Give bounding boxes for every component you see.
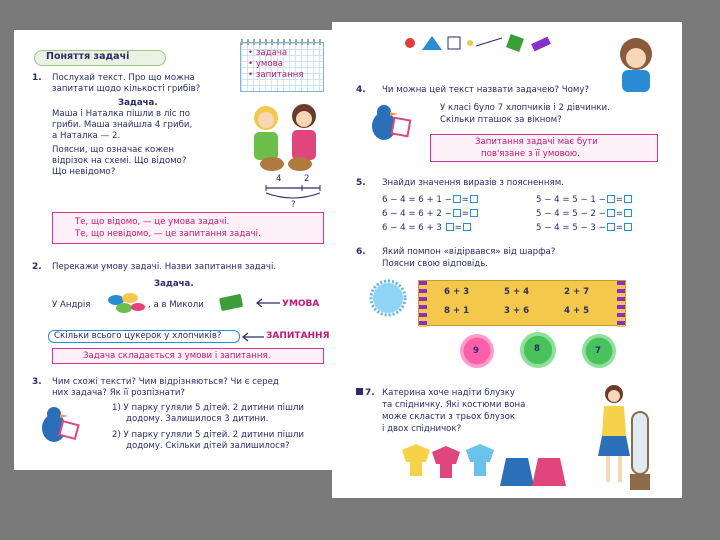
scarf-expression: 3 + 6 <box>504 306 530 316</box>
answer-box[interactable] <box>624 223 632 231</box>
girls-with-baskets-illustration <box>244 96 328 178</box>
expression-row: 6 − 4 = 6 + 3 = <box>382 223 472 234</box>
answer-box[interactable] <box>446 223 454 231</box>
scheme-label-known-1: 4 <box>276 174 282 184</box>
teacher-illustration <box>608 32 664 92</box>
condition-label: УМОВА <box>282 299 320 309</box>
ex3-line: Чим схожі тексти? Чим відрізняються? Чи є серед <box>52 377 279 387</box>
answer-box[interactable] <box>607 223 615 231</box>
ex2-condition-part: У Андрія <box>52 300 91 310</box>
ex2-condition-part: , а в Миколи <box>148 300 204 310</box>
exercise-number: 2. <box>32 262 42 272</box>
expression-row: 5 − 4 = 5 − 2 − = <box>536 209 633 220</box>
ex5-line: Знайди значення виразів з поясненням. <box>382 178 564 188</box>
expression-row: 6 − 4 = 6 + 1 − = <box>382 195 479 206</box>
rule-box-known-unknown <box>52 212 324 244</box>
right-page <box>332 22 682 498</box>
pompon-number: 8 <box>534 344 540 354</box>
answer-box[interactable] <box>470 209 478 217</box>
ex3-text-1: 1) У парку гуляли 5 дітей. 2 дитини пішли <box>112 403 305 413</box>
girl-at-mirror-illustration <box>594 382 650 494</box>
scheme-label-known-2: 2 <box>304 174 310 184</box>
ex4-line: Чи можна цей текст назвати задачею? Чому? <box>382 85 590 95</box>
candy-box-picture <box>218 292 246 312</box>
note-item: • умова <box>248 59 283 69</box>
blouses-and-skirts-illustration <box>396 442 570 494</box>
rule-box-question-link <box>430 134 658 162</box>
exercise-number: 6. <box>356 247 366 257</box>
exercise-number: 4. <box>356 85 366 95</box>
arrow-to-question-icon <box>240 332 266 342</box>
ex2-task-heading: Задача. <box>154 279 194 289</box>
ex7-line: Катерина хоче надіти блузку <box>382 388 516 398</box>
ex7-line: і двох спідничок? <box>382 424 462 434</box>
scarf-fringe <box>419 281 427 327</box>
rule-line: Те, що відомо, — це умова задачі. <box>75 217 230 227</box>
pompon-number: 7 <box>595 346 601 356</box>
exercise-number: 7. <box>356 388 375 398</box>
bird-with-book-illustration <box>32 402 84 452</box>
question-label: ЗАПИТАННЯ <box>266 331 330 341</box>
left-page <box>14 30 336 470</box>
ex4-text: У класі було 7 хлопчиків і 2 дівчинки. <box>440 103 610 113</box>
expression-row: 6 − 4 = 6 + 2 − = <box>382 209 479 220</box>
rule-line: Те, що невідомо, — це запитання задачі. <box>75 229 261 239</box>
ex3-text-1: додому. Залишилося 3 дитини. <box>126 414 269 424</box>
rule-line: Запитання задачі має бути <box>475 137 598 147</box>
star-task-marker <box>356 388 363 395</box>
exercise-number: 1. <box>32 73 42 83</box>
scarf-fringe <box>617 281 625 327</box>
ex3-text-2: додому. Скільки дітей залишилося? <box>126 441 290 451</box>
answer-box[interactable] <box>453 195 461 203</box>
scarf-expression: 5 + 4 <box>504 287 530 297</box>
ex2-question: Скільки всього цукерок у хлопчиків? <box>54 331 222 341</box>
scarf-expression: 6 + 3 <box>444 287 470 297</box>
pompon-number: 9 <box>473 346 479 356</box>
rule-box-task-structure <box>52 348 324 364</box>
ex1-task-line: Маша і Наталка пішли в ліс по <box>52 109 191 119</box>
expression-row: 5 − 4 = 5 − 1 − = <box>536 195 633 206</box>
notepad-spiral <box>241 39 325 45</box>
answer-box[interactable] <box>607 195 615 203</box>
arrow-to-condition-icon <box>254 298 282 308</box>
ex1-explain-line: відрізок на схемі. Що відомо? <box>52 156 187 166</box>
ex1-task-line: гриби. Маша знайшла 4 гриби, <box>52 120 193 130</box>
rule-line: пов'язане з її умовою. <box>481 149 580 159</box>
answer-box[interactable] <box>463 223 471 231</box>
geometric-shapes-decoration <box>398 32 558 54</box>
answer-box[interactable] <box>624 195 632 203</box>
note-item: • запитання <box>248 70 304 80</box>
scarf-expression: 2 + 7 <box>564 287 590 297</box>
ex6-line: Поясни свою відповідь. <box>382 259 489 269</box>
exercise-number: 3. <box>32 377 42 387</box>
ex1-explain-line: Що невідомо? <box>52 167 116 177</box>
answer-box[interactable] <box>624 209 632 217</box>
scarf-expression: 4 + 5 <box>564 306 590 316</box>
pompon-blue <box>368 278 408 318</box>
ex3-line: них задача? Як її розпізнати? <box>52 388 185 398</box>
ex7-line: та спідничку. Які костюми вона <box>382 400 526 410</box>
ex6-line: Який помпон «відірвався» від шарфа? <box>382 247 556 257</box>
note-item: • задача <box>248 48 288 58</box>
ex4-text: Скільки пташок за вікном? <box>440 115 562 125</box>
expression-row: 5 − 4 = 5 − 3 − = <box>536 223 633 234</box>
ex1-line: Послухай текст. Про що можна <box>52 73 195 83</box>
ex1-explain-line: Поясни, що означає кожен <box>52 145 174 155</box>
exercise-number: 5. <box>356 178 366 188</box>
answer-box[interactable] <box>470 195 478 203</box>
ex3-text-2: 2) У парку гуляли 5 дітей. 2 дитини пішли <box>112 430 305 440</box>
ex1-task-line: а Наталка — 2. <box>52 131 121 141</box>
scarf-expression: 8 + 1 <box>444 306 470 316</box>
answer-box[interactable] <box>607 209 615 217</box>
section-title: Поняття задачі <box>46 51 130 62</box>
bird-with-book-illustration <box>362 100 418 148</box>
ex1-task-heading: Задача. <box>118 98 158 108</box>
scheme-label-unknown: ? <box>291 200 296 210</box>
ex7-line: може скласти з трьох блузок <box>382 412 516 422</box>
ex1-line: запитати щодо кількості грибів? <box>52 84 201 94</box>
ex2-line: Перекажи умову задачі. Назви запитання задачі. <box>52 262 277 272</box>
rule-line: Задача складається з умови і запитання. <box>83 351 271 361</box>
candies-picture <box>104 290 148 314</box>
answer-box[interactable] <box>453 209 461 217</box>
